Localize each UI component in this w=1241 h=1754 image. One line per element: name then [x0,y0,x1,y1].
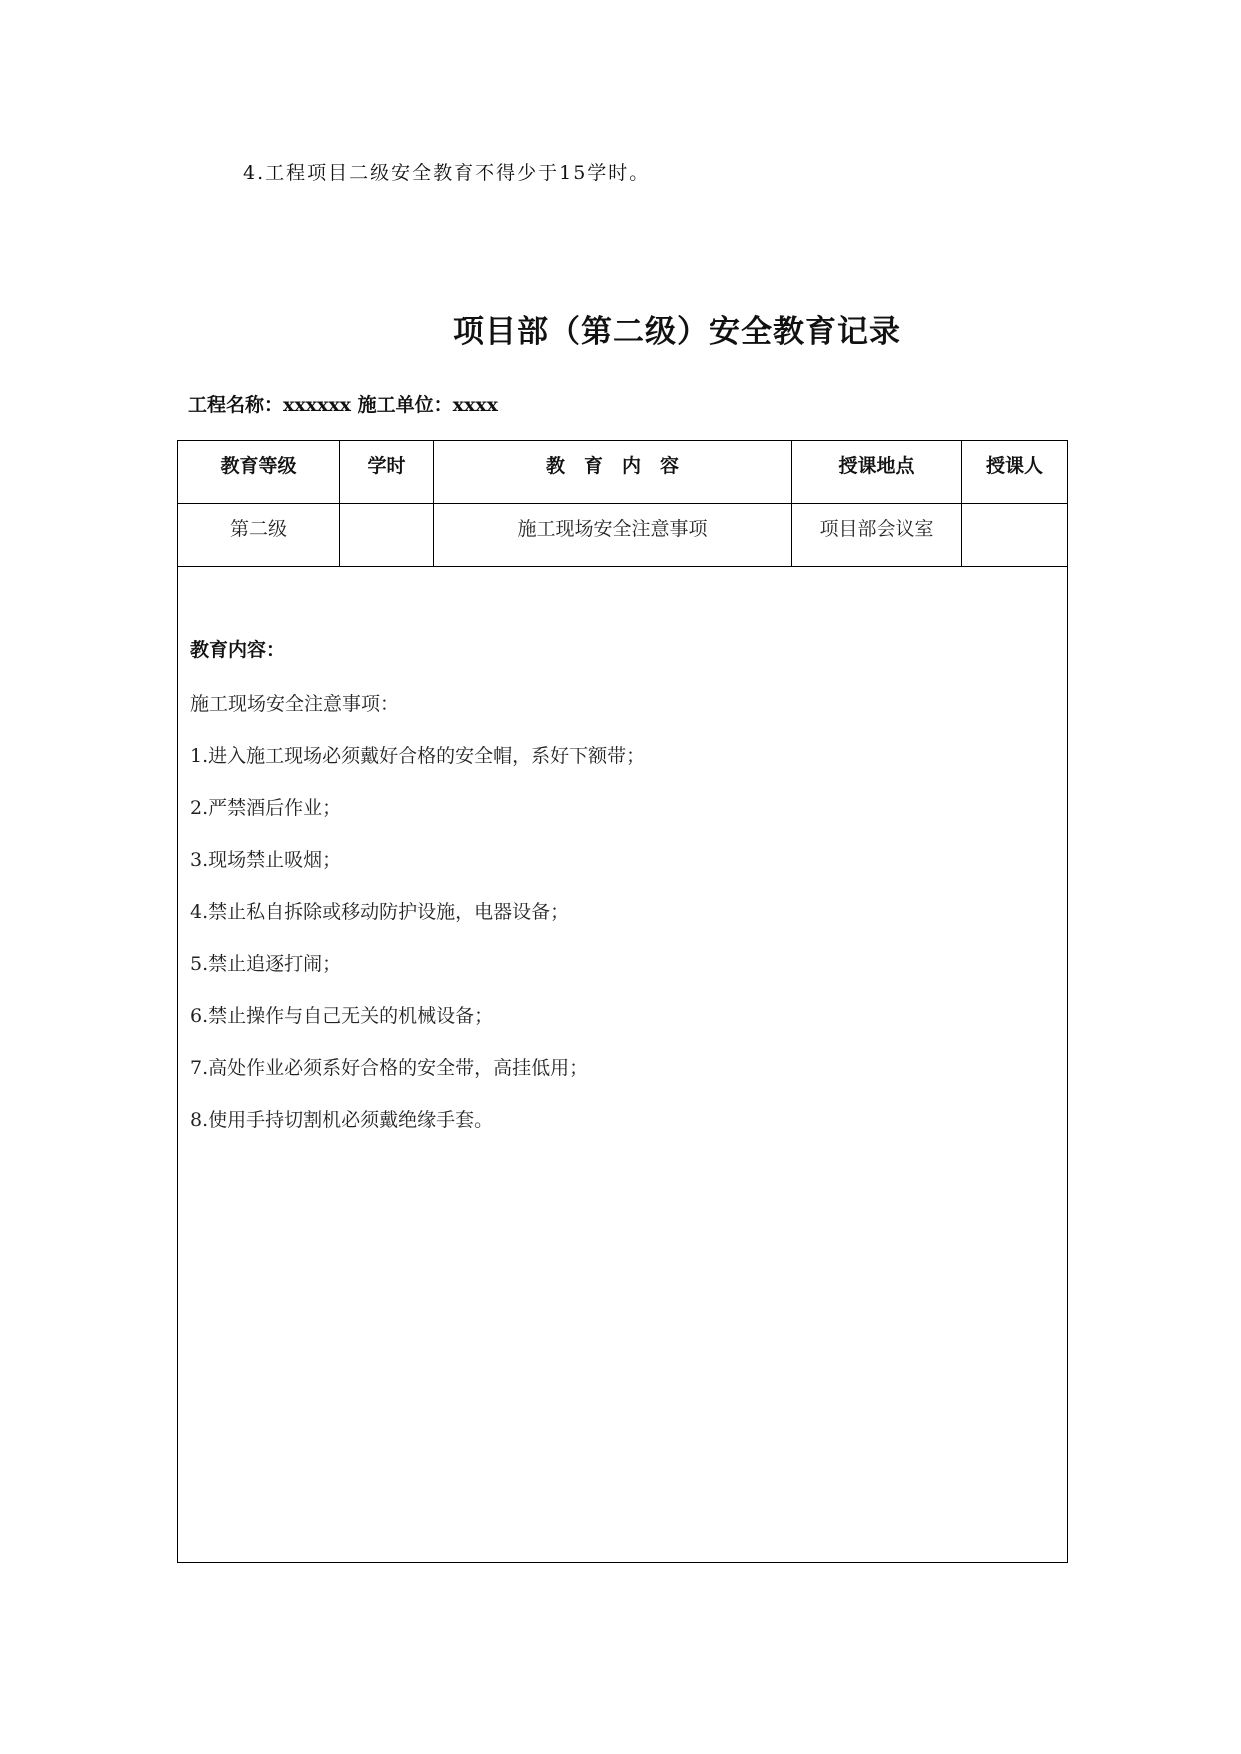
project-name-label: 工程名称： [188,394,284,416]
list-item: 6.禁止操作与自己无关的机械设备； [190,1005,494,1027]
cell-trainer [962,504,1068,567]
table-row [178,504,1068,567]
content-row [178,567,1068,1563]
list-item: 2.严禁酒后作业； [190,797,342,819]
cell-education-content: 施工现场安全注意事项 [434,504,792,567]
table-header-row [178,441,1068,504]
construction-unit-label: 施工单位： [357,394,453,416]
project-name-value: xxxxxx [283,394,351,416]
list-item: 7.高处作业必须系好合格的安全带，高挂低用； [190,1057,589,1079]
intro-note: 4.工程项目二级安全教育不得少于15学时。 [243,162,651,184]
page-title: 项目部（第二级）安全教育记录 [453,314,901,350]
construction-unit-value: xxxx [452,394,498,416]
education-content-block [178,567,1067,1132]
header-trainer: 授课人 [962,441,1068,504]
list-item: 3.现场禁止吸烟； [190,849,342,871]
header-education-content: 教 育 内 容 [434,441,792,504]
list-item: 4.禁止私自拆除或移动防护设施，电器设备； [190,901,570,923]
education-content-heading: 教育内容： [190,639,286,661]
list-item: 8.使用手持切割机必须戴绝缘手套。 [190,1109,494,1131]
cell-education-level: 第二级 [178,504,340,567]
header-training-location: 授课地点 [792,441,962,504]
education-content-subheading: 施工现场安全注意事项： [190,693,400,715]
cell-training-location: 项目部会议室 [792,504,962,567]
header-class-hours: 学时 [340,441,434,504]
education-record-table [177,440,1068,1563]
cell-class-hours [340,504,434,567]
list-item: 5.禁止追逐打闹； [190,953,342,975]
project-meta-line [188,390,498,417]
header-education-level: 教育等级 [178,441,340,504]
education-content-cell [178,567,1068,1563]
list-item: 1.进入施工现场必须戴好合格的安全帽，系好下额带； [190,745,646,767]
